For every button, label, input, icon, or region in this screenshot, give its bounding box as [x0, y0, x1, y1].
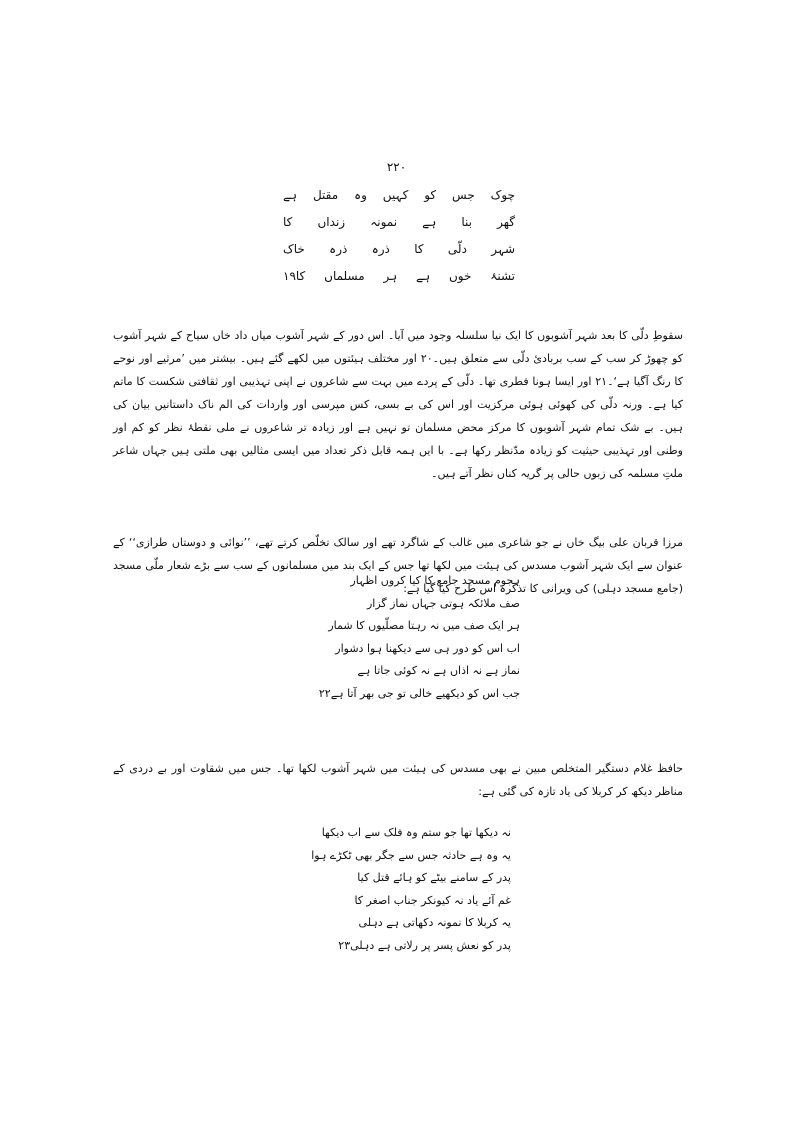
verse-line: غم آئے یاد نہ کیونکر جناب اصغر کا: [354, 893, 511, 907]
verse-line: گھر بنا ہے نمونہ زنداں کا: [283, 215, 515, 229]
verse-line: یہ کربلا کا نمونہ دکھاتی ہے دہلی: [358, 916, 511, 929]
verse-line: چوک جس کو کہیں وہ مقتل ہے: [283, 188, 515, 202]
verse-line: ہر ایک صف میں نہ رہتا مصلّیوں کا شمار: [328, 619, 520, 632]
page-number: ۲۲۰: [386, 160, 407, 174]
paragraph-2: مرزا قربان علی بیگ خاں نے جو شاعری میں غالب کے شاگرد تھے اور سالک تخلّص کرتے تھے، ’’نوائی و دوستاں طرازی‘‘ کے عنوان سے ایک شہر آشوب مسدس کی ہیئت میں لکھا تھا جس کے ایک بند میں مسلمانوں کے سب سے بڑے شعار ملّی مسجد (جامع مسجد دہلی) کی ویرانی کا تذکرہ اس طرح کیا گیا ہے:: [113, 536, 683, 595]
verse-line: یہ وہ ہے حادثہ جس سے جگر بھی ٹکڑے ہوا: [311, 848, 511, 862]
verse-line: اب اس کو دور ہی سے دیکھنا ہوا دشوار: [335, 641, 520, 655]
verse-line: پدر کے سامنے بیٹے کو ہائے قتل کیا: [357, 871, 511, 884]
verse-block-2: [294, 570, 520, 705]
verse-line: پدر کو نعش پسر پر رلاتی ہے دہلی۲۳: [338, 938, 511, 952]
verse-block-1: [283, 182, 515, 290]
verse-line: جب اس کو دیکھیے خالی تو جی بھر آتا ہے۲۲: [318, 686, 520, 700]
verse-line: ہجوم مسجد جامع کا کیا کروں اظہار: [350, 574, 520, 587]
verse-line: نہ دیکھا تھا جو ستم وہ فلک سے اب دیکھا: [321, 826, 511, 839]
verse-block-3: [296, 822, 511, 957]
paragraph-1: سقوطِ دلّی کا بعد شہر آشوبوں کا ایک نیا سلسلہ وجود میں آیا۔ اس دور کے شہر آشوب میاں داد خاں سیاح کے شہر آشوب کو چھوڑ کر سب کے سب بربادیٔ دلّی سے متعلق ہیں۔۲۰ اور مختلف ہیئتوں میں لکھے گئے ہیں۔ بیشتر میں ’مرثیے اور نوحے کا رنگ آگیا ہے‘۔۲۱ اور ایسا ہونا فطری تھا۔ دلّی کے پردے میں بہت سے شاعروں نے اپنی تہذیبی اور ثقافتی شکست کا ماتم کیا ہے۔ ورنہ دلّی کی کھوئی ہوئی مرکزیت اور اس کی بے بسی، کس مپرسی اور واردات کی الم ناک داستانیں بیان کی ہیں۔ بے شک تمام شہر آشوبوں کا مرکز محض مسلمان تو نہیں ہے اور زیادہ تر شاعروں نے ملی نقطۂ نظر کو کم اور وطنی اور تہذیبی حیثیت کو زیادہ مدّنظر رکھا ہے۔ با ایں ہمہ قابل ذکر تعداد میں ایسی مثالیں بھی ملتی ہیں جہاں شاعر ملتِ مسلمہ کی زبوں حالی پر گریہ کناں نظر آتے ہیں۔: [113, 329, 684, 480]
paragraph-3: حافظ غلام دستگیر المتخلص مبین نے بھی مسدس کی ہیئت میں شہر آشوب لکھا تھا۔ جس میں شقاوت اور بے دردی کے مناظر دیکھ کر کربلا کی یاد تازہ کی گئی ہے:: [113, 762, 683, 798]
verse-line: صف ملائکہ ہوتی جہاں نماز گزار: [366, 596, 520, 610]
verse-line: نماز ہے نہ اذاں ہے نہ کوئی جاتا ہے: [357, 664, 520, 677]
verse-line: شہر دلّی کا ذرہ ذرہ خاک: [283, 242, 515, 256]
verse-line: تشنۂ خوں ہے ہر مسلماں کا۱۹: [283, 269, 515, 283]
